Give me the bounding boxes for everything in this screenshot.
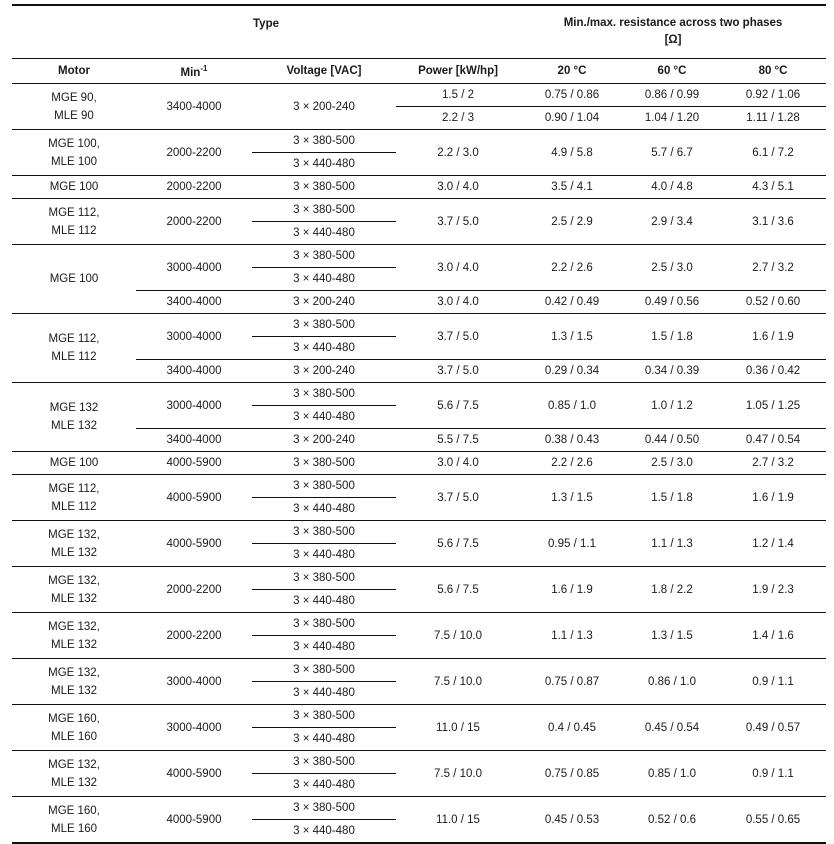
power-column-header: Power [kW/hp] xyxy=(418,65,498,77)
power-cell: 3.7 / 5.0 xyxy=(437,491,479,504)
motor-line: MLE 132 xyxy=(50,592,98,605)
voltage-cell: 3 × 380-500 xyxy=(252,751,396,774)
motor-line: MLE 132 xyxy=(50,684,98,697)
res-20-cell: 3.5 / 4.1 xyxy=(551,181,593,193)
voltage-cell: 3 × 440-480 xyxy=(293,503,355,515)
voltage-column-header: Voltage [VAC] xyxy=(286,65,362,77)
power-cell: 5.6 / 7.5 xyxy=(396,383,520,429)
motor-cell xyxy=(12,705,136,751)
res-20-cell: 2.5 / 2.9 xyxy=(551,215,593,228)
min-cell: 4000-5900 xyxy=(136,797,252,844)
min-cell: 2000-2200 xyxy=(166,146,222,159)
res-20-cell: 0.95 / 1.1 xyxy=(548,537,596,550)
voltage-cell: 3 × 380-500 xyxy=(293,181,355,193)
table-row xyxy=(12,452,826,475)
motor-line: MGE 90, xyxy=(51,91,97,104)
table-row xyxy=(12,521,826,544)
table-row xyxy=(12,751,826,774)
res-60-cell: 1.5 / 1.8 xyxy=(624,314,720,360)
min-cell: 3000-4000 xyxy=(136,314,252,360)
voltage-cell: 3 × 380-500 xyxy=(252,659,396,682)
motor-cell xyxy=(12,613,136,659)
table-row xyxy=(12,245,826,268)
res-60-cell: 2.9 / 3.4 xyxy=(651,215,693,228)
res-60-cell: 0.85 / 1.0 xyxy=(648,767,696,780)
res-80-cell: 1.6 / 1.9 xyxy=(752,491,794,504)
res-80-cell: 1.11 / 1.28 xyxy=(746,112,800,124)
res-20-cell: 1.3 / 1.5 xyxy=(551,491,593,504)
res-20-cell: 0.45 / 0.53 xyxy=(520,797,624,844)
motor-cell xyxy=(12,130,136,176)
motor-cell xyxy=(12,797,136,844)
res-20-cell: 0.42 / 0.49 xyxy=(544,296,600,308)
res-60-cell: 0.49 / 0.56 xyxy=(644,296,700,308)
resistance-header-line2: [Ω] xyxy=(664,34,682,46)
power-cell: 7.5 / 10.0 xyxy=(434,767,482,780)
motor-line: MGE 132, xyxy=(48,666,100,679)
res-20-cell: 4.9 / 5.8 xyxy=(551,146,593,159)
res-20-cell: 1.1 / 1.3 xyxy=(551,629,593,642)
motor-line: MGE 112, xyxy=(48,333,100,345)
motor-line: MLE 132 xyxy=(50,638,98,651)
voltage-cell: 3 × 380-500 xyxy=(293,457,355,469)
res-20-cell: 1.6 / 1.9 xyxy=(551,583,593,596)
motor-cell xyxy=(12,314,136,383)
motor-line: MGE 132, xyxy=(48,758,100,771)
res-20-cell: 0.29 / 0.34 xyxy=(544,365,600,377)
voltage-cell: 3 × 440-480 xyxy=(293,779,355,791)
res-80-cell: 3.1 / 3.6 xyxy=(752,215,794,228)
res-20-cell: 0.75 / 0.85 xyxy=(544,767,600,780)
res-80-cell: 1.2 / 1.4 xyxy=(752,537,794,550)
res-80-cell: 1.4 / 1.6 xyxy=(752,629,794,642)
res-60-cell: 1.3 / 1.5 xyxy=(651,629,693,642)
min-cell: 2000-2200 xyxy=(166,181,222,193)
temp-80-column-header: 80 °C xyxy=(758,65,788,77)
min-cell: 3400-4000 xyxy=(166,100,222,113)
table-row xyxy=(12,176,826,199)
res-80-cell: 0.52 / 0.60 xyxy=(745,296,801,308)
motor-line: MGE 132, xyxy=(48,574,100,587)
voltage-cell: 3 × 380-500 xyxy=(252,705,396,728)
power-cell: 5.6 / 7.5 xyxy=(437,537,479,550)
voltage-cell: 3 × 440-480 xyxy=(293,733,355,745)
table-row xyxy=(12,130,826,153)
res-60-cell: 0.86 / 0.99 xyxy=(624,84,720,107)
res-60-cell: 0.45 / 0.54 xyxy=(644,721,700,734)
res-20-cell: 1.3 / 1.5 xyxy=(520,314,624,360)
voltage-cell: 3 × 380-500 xyxy=(252,567,396,590)
table-row xyxy=(12,199,826,222)
power-cell: 5.6 / 7.5 xyxy=(437,583,479,596)
res-20-cell: 0.85 / 1.0 xyxy=(520,383,624,429)
motor-line: MGE 132 xyxy=(49,402,99,414)
motor-line: MGE 112, xyxy=(48,482,100,495)
table-row xyxy=(12,659,826,682)
min-cell: 2000-2200 xyxy=(166,215,222,228)
res-60-cell: 2.5 / 3.0 xyxy=(624,245,720,291)
power-cell: 11.0 / 15 xyxy=(436,721,480,734)
min-cell: 2000-2200 xyxy=(166,629,222,642)
min-cell: 3000-4000 xyxy=(166,721,222,734)
motor-line: MLE 132 xyxy=(50,420,98,432)
voltage-cell: 3 × 440-480 xyxy=(293,158,355,170)
motor-cell: MGE 100 xyxy=(49,457,99,469)
motor-line: MGE 160, xyxy=(48,712,100,725)
table-row xyxy=(12,475,826,498)
res-20-cell: 0.75 / 0.86 xyxy=(520,84,624,107)
power-cell: 3.0 / 4.0 xyxy=(396,245,520,291)
res-80-cell: 0.92 / 1.06 xyxy=(720,84,826,107)
power-cell: 5.5 / 7.5 xyxy=(437,434,479,446)
motor-line: MGE 160, xyxy=(48,804,100,817)
voltage-cell: 3 × 440-480 xyxy=(293,549,355,561)
table-row xyxy=(12,84,826,107)
res-80-cell: 0.55 / 0.65 xyxy=(720,797,826,844)
motor-cell xyxy=(12,751,136,797)
voltage-cell: 3 × 440-480 xyxy=(293,687,355,699)
res-80-cell: 0.9 / 1.1 xyxy=(752,767,794,780)
res-20-cell: 0.38 / 0.43 xyxy=(544,434,600,446)
motor-cell xyxy=(12,84,136,130)
motor-line: MLE 160 xyxy=(50,822,98,835)
power-cell: 7.5 / 10.0 xyxy=(434,675,482,688)
min-cell: 3000-4000 xyxy=(136,245,252,291)
temp-20-column-header: 20 °C xyxy=(557,65,587,77)
motor-line: MGE 100, xyxy=(48,137,100,150)
voltage-cell: 3 × 440-480 xyxy=(293,227,355,239)
power-cell: 3.0 / 4.0 xyxy=(437,457,479,469)
min-cell: 4000-5900 xyxy=(166,457,222,469)
voltage-cell: 3 × 380-500 xyxy=(252,130,396,153)
motor-cell: MGE 100 xyxy=(49,273,99,285)
voltage-cell: 3 × 380-500 xyxy=(252,475,396,498)
res-20-cell: 0.75 / 0.87 xyxy=(544,675,600,688)
motor-cell: MGE 100 xyxy=(49,181,99,193)
table-row xyxy=(12,797,826,820)
motor-cell xyxy=(12,199,136,245)
res-80-cell: 1.05 / 1.25 xyxy=(720,383,826,429)
voltage-cell: 3 × 200-240 xyxy=(293,100,355,113)
min-cell: 3400-4000 xyxy=(166,365,222,377)
voltage-cell: 3 × 440-480 xyxy=(252,337,396,360)
res-20-cell: 2.2 / 2.6 xyxy=(551,457,593,469)
motor-line: MLE 160 xyxy=(50,730,98,743)
res-80-cell: 0.47 / 0.54 xyxy=(745,434,801,446)
motor-line: MLE 100 xyxy=(50,155,98,168)
res-60-cell: 2.5 / 3.0 xyxy=(651,457,693,469)
voltage-cell: 3 × 380-500 xyxy=(252,199,396,222)
motor-cell xyxy=(12,659,136,705)
res-60-cell: 4.0 / 4.8 xyxy=(651,181,693,193)
res-80-cell: 2.7 / 3.2 xyxy=(720,245,826,291)
voltage-cell: 3 × 440-480 xyxy=(252,406,396,429)
min-header-exponent: -1 xyxy=(200,63,208,73)
voltage-cell: 3 × 380-500 xyxy=(252,245,396,268)
res-20-cell: 0.4 / 0.45 xyxy=(548,721,596,734)
res-60-cell: 1.1 / 1.3 xyxy=(651,537,693,550)
voltage-cell: 3 × 380-500 xyxy=(252,797,396,820)
type-header: Type xyxy=(12,5,520,59)
min-cell: 3000-4000 xyxy=(166,675,222,688)
res-80-cell: 2.7 / 3.2 xyxy=(752,457,794,469)
voltage-cell: 3 × 200-240 xyxy=(293,434,355,446)
res-60-cell: 1.5 / 1.8 xyxy=(651,491,693,504)
res-20-cell: 2.2 / 2.6 xyxy=(520,245,624,291)
voltage-cell: 3 × 440-480 xyxy=(252,820,396,844)
table-row xyxy=(12,383,826,406)
voltage-cell: 3 × 200-240 xyxy=(293,365,355,377)
table-row xyxy=(12,314,826,337)
min-cell: 4000-5900 xyxy=(166,767,222,780)
motor-column-header: Motor xyxy=(58,65,90,77)
res-60-cell: 0.44 / 0.50 xyxy=(644,434,700,446)
power-cell: 1.5 / 2 xyxy=(396,84,520,107)
power-cell: 2.2 / 3.0 xyxy=(437,146,479,159)
min-cell: 2000-2200 xyxy=(166,583,222,596)
motor-line: MLE 112 xyxy=(51,500,97,513)
min-header-base: Min xyxy=(180,66,201,79)
power-cell: 2.2 / 3 xyxy=(442,112,474,124)
motor-cell xyxy=(12,567,136,613)
res-80-cell: 6.1 / 7.2 xyxy=(752,146,794,159)
power-cell: 3.0 / 4.0 xyxy=(437,181,479,193)
res-60-cell: 0.52 / 0.6 xyxy=(624,797,720,844)
power-cell: 3.0 / 4.0 xyxy=(437,296,479,308)
res-80-cell: 0.9 / 1.1 xyxy=(752,675,794,688)
min-cell: 3000-4000 xyxy=(136,383,252,429)
res-80-cell: 0.36 / 0.42 xyxy=(745,365,801,377)
res-80-cell: 0.49 / 0.57 xyxy=(745,721,801,734)
voltage-cell: 3 × 200-240 xyxy=(293,296,355,308)
motor-line: MGE 132, xyxy=(48,620,100,633)
power-cell: 3.7 / 5.0 xyxy=(437,215,479,228)
table-row xyxy=(12,613,826,636)
voltage-cell: 3 × 380-500 xyxy=(252,613,396,636)
motor-cell xyxy=(12,521,136,567)
res-80-cell: 1.9 / 2.3 xyxy=(752,583,794,596)
min-cell: 4000-5900 xyxy=(166,537,222,550)
voltage-cell: 3 × 380-500 xyxy=(252,314,396,337)
voltage-cell: 3 × 440-480 xyxy=(293,641,355,653)
res-60-cell: 0.34 / 0.39 xyxy=(644,365,700,377)
min-cell: 3400-4000 xyxy=(166,434,222,446)
voltage-cell: 3 × 440-480 xyxy=(293,595,355,607)
motor-cell xyxy=(12,475,136,521)
resistance-table xyxy=(12,4,826,844)
min-column-header xyxy=(136,59,252,84)
res-60-cell: 1.0 / 1.2 xyxy=(624,383,720,429)
motor-line: MGE 112, xyxy=(48,206,100,219)
min-cell: 4000-5900 xyxy=(166,491,222,504)
res-80-cell: 4.3 / 5.1 xyxy=(752,181,794,193)
motor-line: MGE 132, xyxy=(48,528,100,541)
motor-cell xyxy=(12,383,136,452)
res-60-cell: 5.7 / 6.7 xyxy=(651,146,693,159)
power-cell: 3.7 / 5.0 xyxy=(396,314,520,360)
res-60-cell: 0.86 / 1.0 xyxy=(648,675,696,688)
motor-line: MLE 132 xyxy=(50,546,98,559)
motor-line: MLE 132 xyxy=(50,776,98,789)
voltage-cell: 3 × 440-480 xyxy=(252,268,396,291)
res-60-cell: 1.8 / 2.2 xyxy=(651,583,693,596)
motor-line: MLE 112 xyxy=(51,224,97,237)
temp-60-column-header: 60 °C xyxy=(657,65,687,77)
power-cell: 11.0 / 15 xyxy=(396,797,520,844)
table-row xyxy=(12,567,826,590)
res-80-cell: 1.6 / 1.9 xyxy=(720,314,826,360)
min-cell: 3400-4000 xyxy=(166,296,222,308)
power-cell: 3.7 / 5.0 xyxy=(437,365,479,377)
motor-line: MLE 112 xyxy=(51,351,97,363)
power-cell: 7.5 / 10.0 xyxy=(434,629,482,642)
res-60-cell: 1.04 / 1.20 xyxy=(644,112,700,124)
resistance-header xyxy=(520,5,826,59)
motor-line: MLE 90 xyxy=(54,109,94,122)
voltage-cell: 3 × 380-500 xyxy=(252,521,396,544)
voltage-cell: 3 × 380-500 xyxy=(252,383,396,406)
table-row xyxy=(12,705,826,728)
resistance-header-line1: Min./max. resistance across two phases xyxy=(563,17,783,29)
res-20-cell: 0.90 / 1.04 xyxy=(544,112,600,124)
